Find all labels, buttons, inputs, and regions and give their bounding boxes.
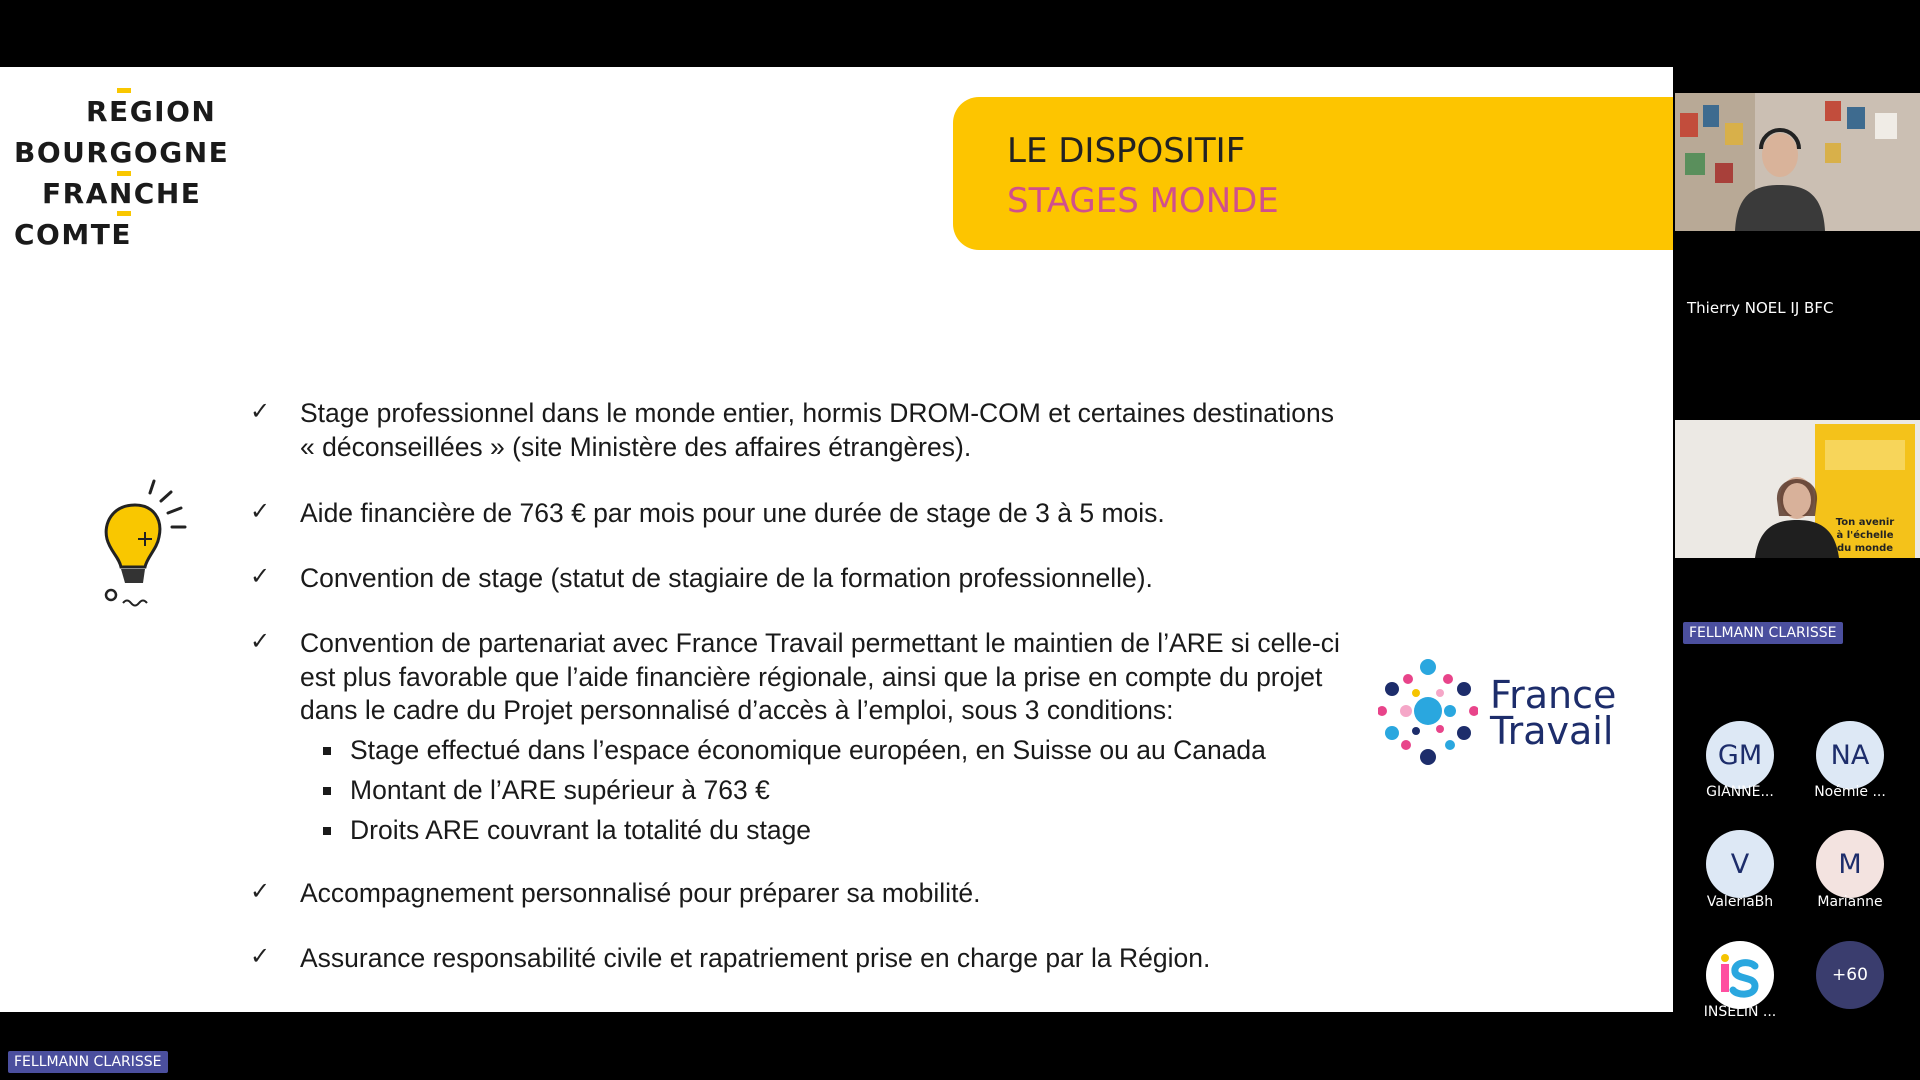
lightbulb-icon bbox=[95, 477, 205, 612]
check-icon: ✓ bbox=[250, 627, 271, 655]
france-travail-line-2: Travail bbox=[1490, 709, 1614, 753]
svg-text:du monde: du monde bbox=[1836, 543, 1894, 554]
logo-accent-bar bbox=[117, 211, 131, 216]
avatar[interactable]: NA bbox=[1816, 721, 1884, 789]
square-bullet-icon bbox=[323, 747, 331, 755]
svg-text:à l'échelle: à l'échelle bbox=[1836, 530, 1894, 541]
participant-video-thierry[interactable] bbox=[1675, 93, 1920, 231]
check-icon: ✓ bbox=[250, 562, 271, 590]
participant-name: Thierry NOEL IJ BFC bbox=[1687, 299, 1834, 317]
logo-line-3: FRANCHE bbox=[42, 177, 202, 210]
shared-slide bbox=[0, 67, 1673, 1012]
logo-line-2: BOURGOGNE bbox=[14, 136, 230, 169]
avatar-name: Noémie ... bbox=[1814, 784, 1886, 800]
list-item-line: est plus favorable que l’aide financière régionale, ainsi que la prise en compte du projet bbox=[300, 661, 1323, 692]
more-participants-button[interactable]: +60 bbox=[1816, 941, 1884, 1009]
logo-line-4: COMTE bbox=[14, 218, 132, 251]
sub-list-item: Montant de l’ARE supérieur à 763 € bbox=[350, 775, 770, 806]
avatar[interactable]: GM bbox=[1706, 721, 1774, 789]
avatar-name: GIANNE... bbox=[1706, 784, 1774, 800]
title-banner bbox=[953, 97, 1673, 250]
check-icon: ✓ bbox=[250, 497, 271, 525]
france-travail-line-1: France bbox=[1490, 673, 1617, 717]
video-feed bbox=[1675, 93, 1920, 231]
square-bullet-icon bbox=[323, 787, 331, 795]
svg-text:Ton avenir: Ton avenir bbox=[1835, 517, 1895, 528]
presenter-badge: FELLMANN CLARISSE bbox=[8, 1051, 168, 1073]
list-item-line: dans le cadre du Projet personnalisé d’accès à l’emploi, sous 3 conditions: bbox=[300, 695, 1174, 725]
list-item-line: Aide financière de 763 € par mois pour une durée de stage de 3 à 5 mois. bbox=[300, 498, 1165, 528]
list-item-line: Assurance responsabilité civile et rapatriement prise en charge par la Région. bbox=[300, 943, 1211, 973]
logo-accent-bar bbox=[117, 88, 131, 93]
list-item-line: « déconseillées » (site Ministère des affaires étrangères). bbox=[300, 431, 972, 462]
check-icon: ✓ bbox=[250, 877, 271, 905]
region-logo bbox=[14, 91, 234, 251]
france-travail-logo bbox=[1378, 657, 1638, 777]
list-item-line: Convention de partenariat avec France Travail permettant le maintien de l’ARE si celle-ci bbox=[300, 628, 1340, 658]
avatar-name: INSELIN ... bbox=[1703, 1004, 1777, 1020]
slide-title-line-1: LE DISPOSITIF bbox=[1007, 131, 1246, 171]
sub-list-item: Stage effectué dans l’espace économique européen, en Suisse ou au Canada bbox=[350, 735, 1266, 766]
list-item-line: Convention de stage (statut de stagiaire de la formation professionnelle). bbox=[300, 563, 1153, 593]
avatar-name: ValeriaBh bbox=[1706, 894, 1774, 910]
check-icon: ✓ bbox=[250, 397, 271, 425]
avatar-name: Marianne bbox=[1817, 894, 1883, 910]
participant-name-badge: FELLMANN CLARISSE bbox=[1683, 622, 1843, 644]
participant-video-fellmann[interactable] bbox=[1675, 420, 1920, 558]
slide-title-line-2: STAGES MONDE bbox=[1007, 181, 1279, 221]
list-item-line: Accompagnement personnalisé pour préparer sa mobilité. bbox=[300, 878, 981, 908]
video-feed bbox=[1675, 420, 1920, 558]
avatar[interactable]: M bbox=[1816, 830, 1884, 898]
is-logo-icon bbox=[1715, 950, 1765, 1000]
sub-list-item: Droits ARE couvrant la totalité du stage bbox=[350, 815, 811, 846]
check-icon: ✓ bbox=[250, 942, 271, 970]
square-bullet-icon bbox=[323, 827, 331, 835]
avatar[interactable]: V bbox=[1706, 830, 1774, 898]
logo-line-1: REGION bbox=[86, 95, 217, 128]
logo-accent-bar bbox=[117, 171, 131, 176]
list-item-line: Stage professionnel dans le monde entier, hormis DROM-COM et certaines destinations bbox=[300, 398, 1334, 428]
avatar[interactable] bbox=[1706, 941, 1774, 1009]
france-travail-dots-icon bbox=[1378, 657, 1478, 767]
